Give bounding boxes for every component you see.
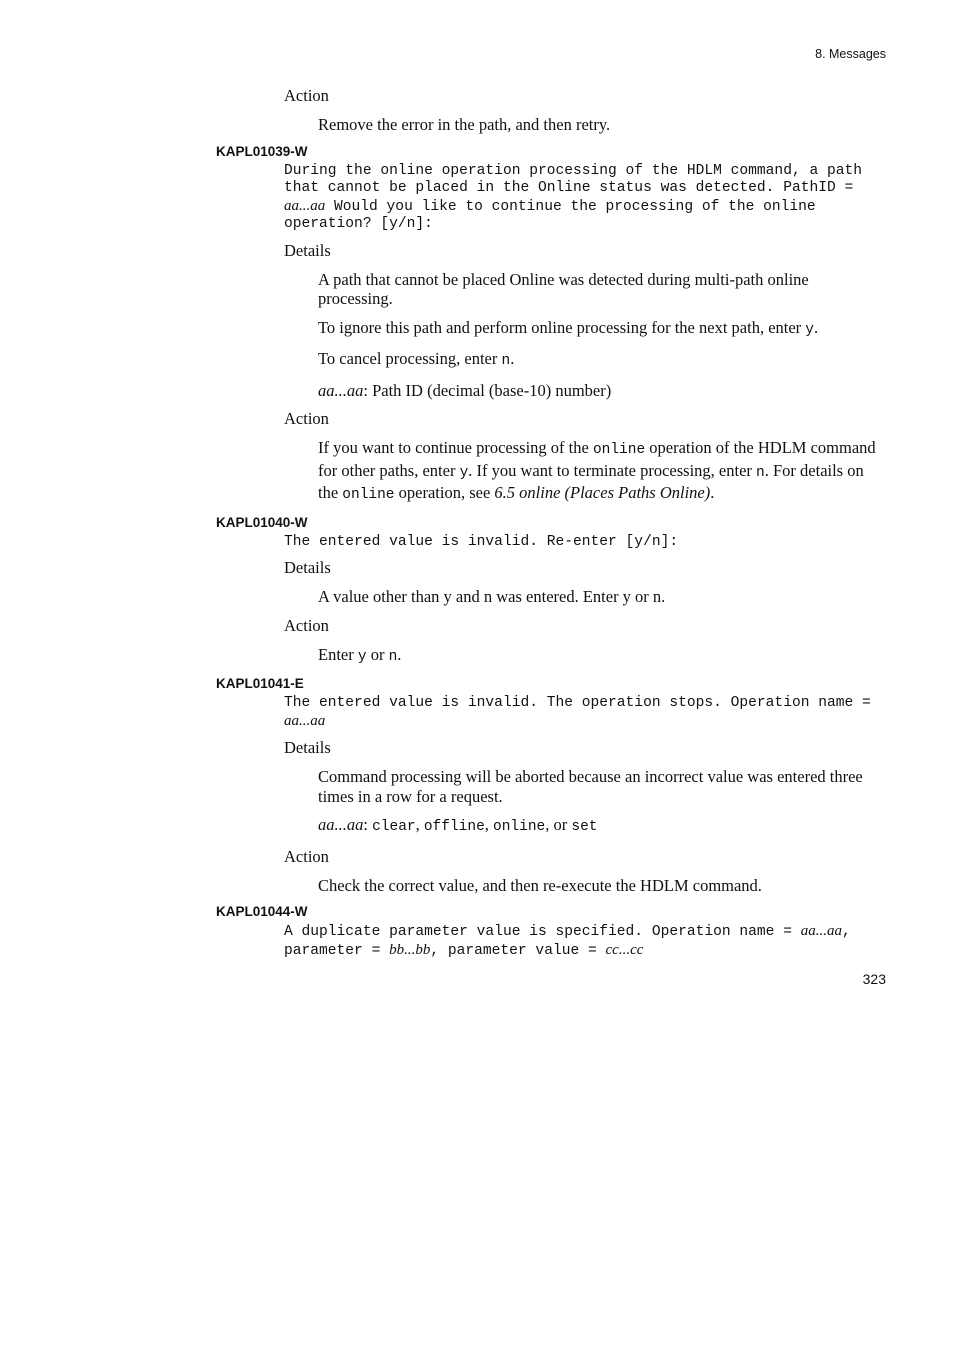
running-header: 8. Messages <box>815 47 886 61</box>
cross-reference: 6.5 online (Places Paths Online) <box>494 483 711 502</box>
action-label: Action <box>284 846 329 866</box>
action-label: Action <box>284 615 329 635</box>
page-content <box>216 86 886 960</box>
details-text: aa...aa: clear, offline, online, or set <box>318 815 598 835</box>
details-text: aa...aa: Path ID (decimal (base-10) number) <box>318 380 612 400</box>
details-label: Details <box>284 558 331 577</box>
message-id: KAPL01041-E <box>216 676 304 691</box>
action-text: Remove the error in the path, and then retry. <box>318 115 611 134</box>
message-id: KAPL01044-W <box>216 904 308 919</box>
details-text: To cancel processing, enter n. <box>318 349 515 369</box>
message-text: The entered value is invalid. Re-enter [y/n]: <box>284 533 679 550</box>
message-text: The entered value is invalid. The operation stops. Operation name = aa...aa <box>284 695 871 729</box>
action-text: Check the correct value, and then re-execute the HDLM command. <box>318 875 762 895</box>
details-text: A path that cannot be placed Online was detected during multi-path online processing. <box>318 269 809 308</box>
details-text: A value other than y and n was entered. Enter y or n. <box>318 587 666 606</box>
details-label: Details <box>284 240 331 260</box>
message-text: During the online operation processing of the HDLM command, a path that cannot be placed in the Online status was detected. PathID = aa...aa Would you like to continue the processing of the online operation? [y/n]: <box>284 162 863 232</box>
details-text: Command processing will be aborted because an incorrect value was entered three times in a row for a request. <box>318 767 863 806</box>
message-id: KAPL01039-W <box>216 143 308 159</box>
action-label: Action <box>284 86 329 105</box>
message-id: KAPL01040-W <box>216 514 308 530</box>
details-label: Details <box>284 738 331 757</box>
action-label: Action <box>284 409 329 428</box>
action-text: Enter y or n. <box>318 644 402 665</box>
action-text: If you want to continue processing of the online operation of the HDLM command for other paths, enter y. If you want to terminate processing, enter n. For details on the online operation, see 6.5 online (Places Paths Online). <box>318 438 876 503</box>
details-text: To ignore this path and perform online processing for the next path, enter y. <box>318 317 819 338</box>
page-number: 323 <box>862 971 886 987</box>
message-text: A duplicate parameter value is specified. Operation name = aa...aa, parameter = bb...bb, parameter value = cc...cc <box>284 923 851 959</box>
